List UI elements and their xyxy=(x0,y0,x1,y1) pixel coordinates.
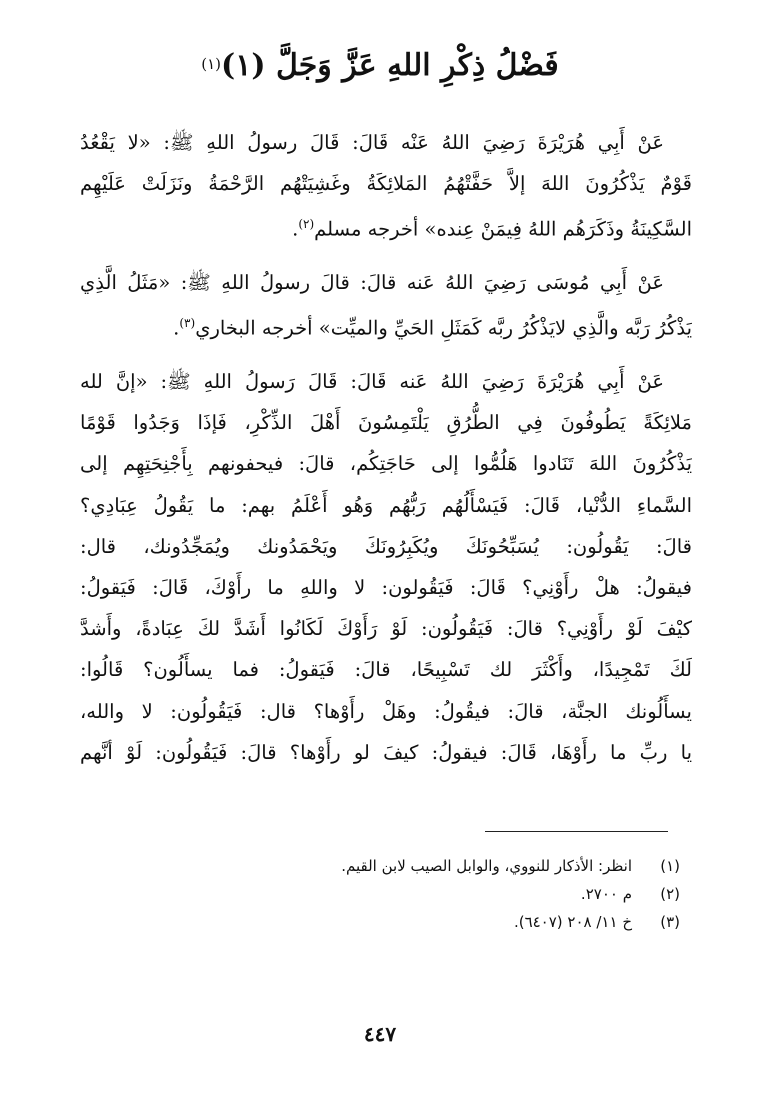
text-line: قالَ: يَقُولُون: يُسَبِّحُونَكَ ويُكَبِرُونَكَ ويَحْمَدُونك ويُمَجِّدُونك، قال: xyxy=(80,534,692,558)
footnote-text: م ٢٧٠٠. xyxy=(580,885,632,903)
text-line: مَلائِكَةً يَطُوفُونَ فِي الطُّرُقِ يَلْتَمِسُونَ أَهْلَ الذِّكْرِ، فَإذَا وَجَدُوا قَوْمًا xyxy=(80,411,692,435)
hadith-paragraph-2 xyxy=(80,262,692,349)
text-line-last xyxy=(80,303,692,349)
body-text xyxy=(80,122,692,785)
text-line: يَذْكُرُونَ اللهَ تَنَادوا هَلُمُّوا إلى حَاجَتِكُم، قالَ: فيحفونهم بِأَجْنِحَتِهِم إلى xyxy=(80,452,692,476)
hadith-paragraph-1 xyxy=(80,122,692,250)
text-line: قَوْمٌ يَذْكُرُونَ اللهَ إلاَّ حَفَّتْهُمُ المَلائِكَةُ وغَشِيَتْهُم الرَّحْمَةُ ونَزَلَتْ عَلَيْهِم xyxy=(80,172,692,196)
footnote-number: (٢) xyxy=(660,885,680,903)
footnote-number: (١) xyxy=(660,857,680,875)
text-line: يسأَلُونك الجنَّة، قالَ: فيقُولُ: وهَلْ رأَوْها؟ قال: فَيَقُولُون: لا والله، xyxy=(80,699,692,723)
footnote-2 xyxy=(80,880,680,908)
text-line: فيقولُ: هلْ رأَوْنِي؟ قَالَ: فَيَقُولون: لا واللهِ ما رأَوْكَ، قَالَ: فَيَقولُ: xyxy=(80,576,692,600)
footnote-ref: (٢) xyxy=(298,217,315,232)
text-line: يا ربِّ ما رأَوْهَا، قَالَ: فيقولُ: كيفَ لو رأَوْها؟ قالَ: فَيَقُولُون: لَوْ أنَّهم xyxy=(80,740,692,764)
text-line-last xyxy=(80,204,692,250)
page-number: ٤٤٧ xyxy=(363,1022,397,1046)
title-note-ref: (١) xyxy=(201,55,222,73)
page-title xyxy=(0,44,760,88)
footnote-number: (٣) xyxy=(660,913,680,931)
line-end: . xyxy=(292,217,299,241)
hadith-paragraph-3 xyxy=(80,361,692,773)
text-line-content: السَّكِينَةُ وذَكَرَهُم اللهُ فِيمَنْ عِنده» أخرجه مسلم xyxy=(314,217,692,241)
footnote-text: انظر: الأذكار للنووي، والوابل الصيب لابن القيم. xyxy=(341,857,632,875)
text-line: لَكَ تَمْجِيدًا، وأَكْثَرَ لك تَسْبِيحًا، قالَ: فَيَقولُ: فما يسأَلُون؟ قَالُوا: xyxy=(80,658,692,682)
title-text: فَضْلُ ذِكْرِ اللهِ عَزَّ وَجَلَّ xyxy=(276,48,559,83)
title-suffix: (١) xyxy=(221,48,266,83)
text-line: السَّماءِ الدُّنْيا، قَالَ: فَيَسْأَلُهُم رَبُّهُم وَهُو أَعْلَمُ بهم: ما يَقُولُ عِبَادِي؟ xyxy=(80,493,692,517)
footnote-divider xyxy=(485,831,668,832)
footnote-text: خ ١١/ ٢٠٨ (٦٤٠٧). xyxy=(513,913,632,931)
text-line-content: يَذْكُرُ رَبَّه والَّذِي لايَذْكُرُ ربَّه كَمَثَلِ الحَيِّ والميِّت» أخرجه البخاري xyxy=(195,316,692,340)
footnote-3 xyxy=(80,908,680,936)
footnote-ref: (٣) xyxy=(179,316,196,331)
text-line: كيْفَ لَوْ رأَوْنِي؟ قالَ: فَيَقُولُون: لَوْ رَأَوْكَ لَكَانُوا أَشَدَّ لكَ عِبَادةً، وأَشدَّ xyxy=(80,617,692,641)
text-line: عَنْ أَبِي هُرَيْرَةَ رَضِيَ اللهُ عَنه قَالَ: قَالَ رَسولُ اللهِ ﷺ: «إنَّ لله xyxy=(80,370,664,394)
line-end: . xyxy=(173,316,180,340)
text-line: عَنْ أَبِي هُرَيْرَةَ رَضِيَ اللهُ عَنْه قَالَ: قَالَ رسولُ اللهِ ﷺ: «لا يَقْعُدُ xyxy=(80,131,664,154)
footnote-1 xyxy=(80,852,680,880)
text-line: عَنْ أَبِي مُوسَى رَضِيَ اللهُ عَنه قالَ: قالَ رسولُ اللهِ ﷺ: «مَثَلُ الَّذِي xyxy=(80,271,664,295)
footnotes xyxy=(80,852,680,936)
